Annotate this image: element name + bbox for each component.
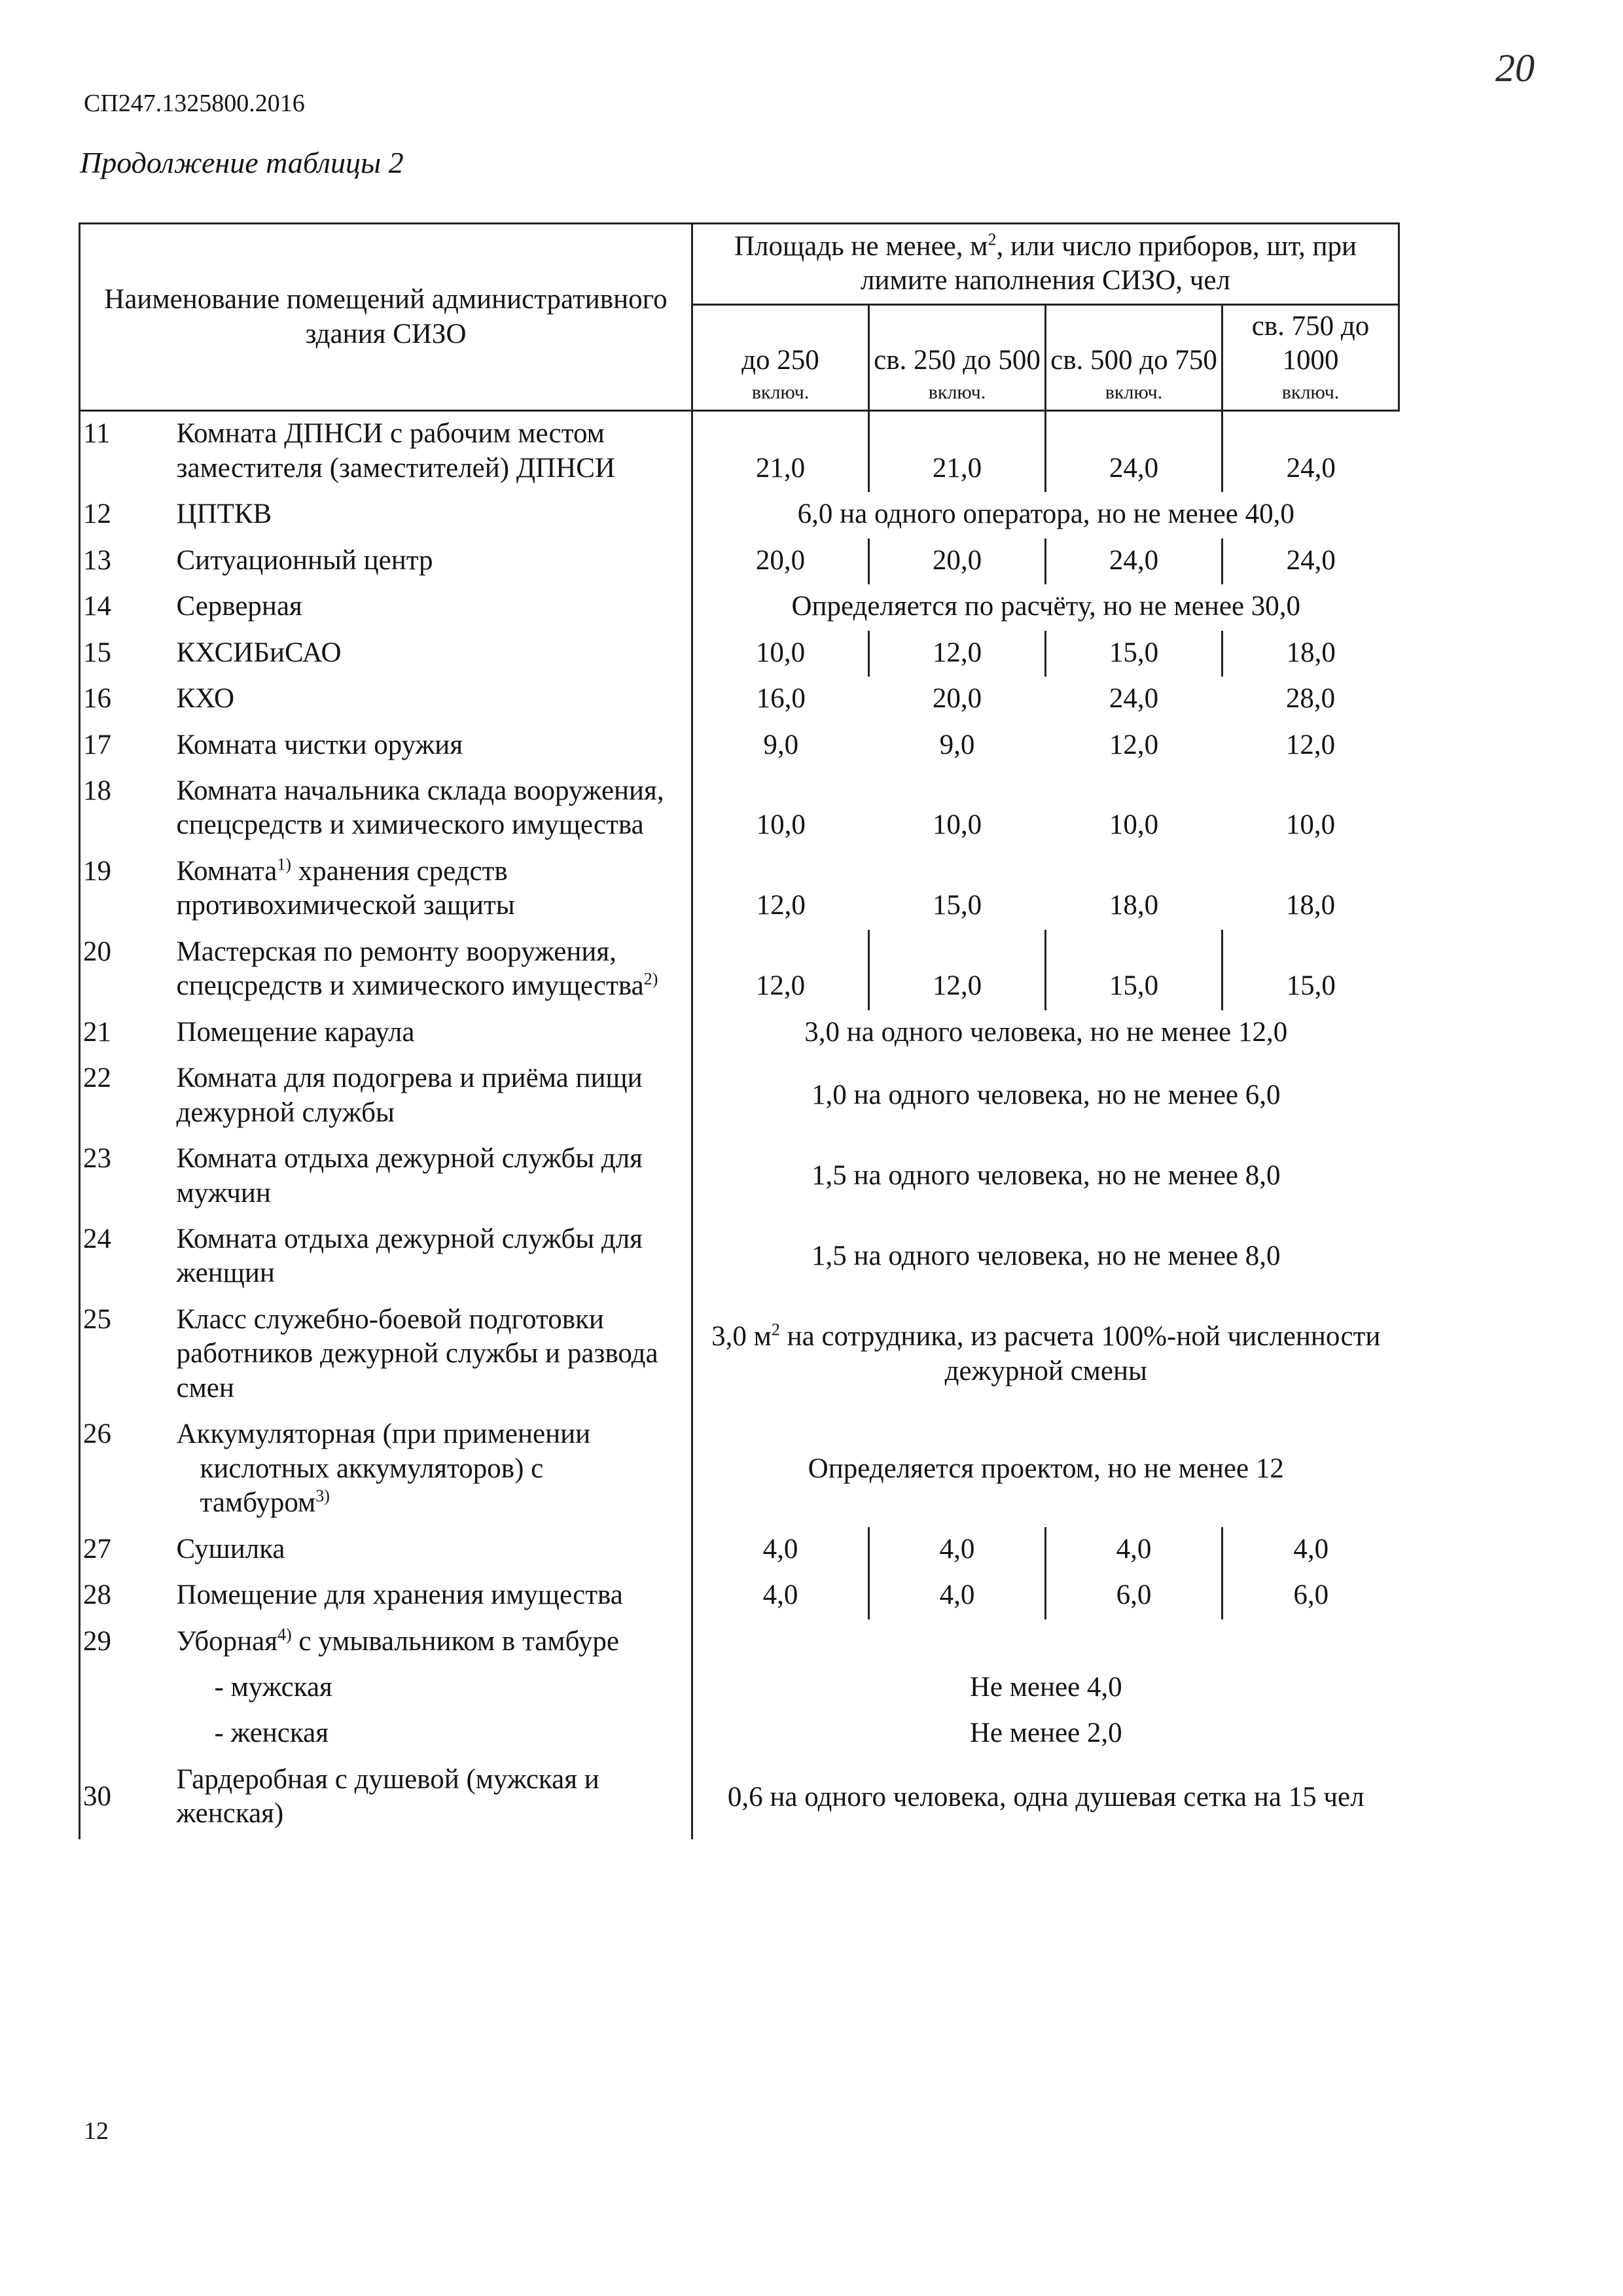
row-name: [171, 930, 692, 1010]
row-span-value: 6,0 на одного оператора, но не менее 40,0: [797, 499, 1294, 530]
table-row: [80, 677, 1399, 722]
header-area-group-text-1: Площадь не менее, м: [734, 231, 988, 262]
row-value: 16,0: [756, 683, 806, 715]
row-number: 16: [80, 677, 171, 722]
premises-area-table: [79, 222, 1400, 1839]
row-value: 12,0: [692, 930, 869, 1010]
row-span-value: Не менее 4,0: [969, 1672, 1122, 1703]
row-name-text: с умывальником в тамбуре: [291, 1625, 619, 1657]
row-value: 6,0: [1046, 1573, 1222, 1619]
row-value: 4,0: [1046, 1527, 1222, 1573]
row-name: [171, 849, 692, 930]
row-name: Комната ДПНСИ с рабочим местом заместителя (заместителей) ДПНСИ: [171, 411, 692, 492]
row-value: 9,0: [763, 729, 799, 760]
row-value: 4,0: [869, 1573, 1046, 1619]
row-name-text: Уборная: [176, 1625, 277, 1657]
header-col-2: [869, 304, 1046, 411]
row-name: Комната чистки оружия: [171, 723, 692, 769]
table-row: [80, 584, 1399, 630]
header-col-3: [1046, 304, 1222, 411]
row-value: 10,0: [1109, 809, 1159, 841]
row-number: 25: [80, 1298, 171, 1412]
row-name: Комната отдыха дежурной службы для женщин: [171, 1217, 692, 1298]
header-area-group-sup: 2: [988, 230, 997, 249]
header-col-1-sub: включ.: [751, 381, 810, 403]
row-value: 15,0: [932, 890, 982, 921]
table-row: [80, 492, 1399, 538]
footnote-ref: 4): [277, 1625, 292, 1644]
header-col-4: [1222, 304, 1399, 411]
row-name: Ситуационный центр: [171, 539, 692, 584]
row-number: 14: [80, 584, 171, 630]
table-row: [80, 1665, 1399, 1711]
table-row: [80, 1056, 1399, 1137]
table-row: [80, 1573, 1399, 1619]
table-row: [80, 849, 1399, 930]
row-number: 21: [80, 1010, 171, 1056]
row-value: 10,0: [1285, 809, 1336, 841]
row-name-text: Аккумуляторная (при применении: [176, 1419, 591, 1450]
row-name: Серверная: [171, 584, 692, 630]
table-row: [80, 723, 1399, 769]
row-value: 15,0: [1046, 631, 1222, 677]
row-span-value: [692, 1619, 1399, 1665]
table-row: [80, 631, 1399, 677]
row-span-value: Не менее 2,0: [969, 1718, 1122, 1749]
row-number: 13: [80, 539, 171, 584]
row-name-text: Комната: [176, 855, 277, 887]
row-value: 10,0: [692, 631, 869, 677]
row-name-continuation: [177, 1452, 679, 1521]
row-value: 21,0: [869, 411, 1046, 492]
row-value: 10,0: [756, 809, 806, 841]
header-col-1: [692, 304, 869, 411]
table-row: [80, 1619, 1399, 1665]
header-area-group: [692, 224, 1399, 305]
footnote-ref: 1): [277, 855, 291, 874]
page-number: 12: [84, 2117, 109, 2145]
row-span-value: 1,5 на одного человека, но не менее 8,0: [811, 1241, 1281, 1272]
table-row: [80, 769, 1399, 849]
row-span-text: 3,0 м: [711, 1321, 772, 1352]
row-name: КХО: [171, 677, 692, 722]
row-number: 11: [80, 411, 171, 492]
row-span-value: 0,6 на одного человека, одна душевая сетка на 15 чел: [727, 1782, 1364, 1813]
row-value: 24,0: [1286, 544, 1336, 576]
table-row: [80, 1412, 1399, 1527]
footnote-ref: 3): [315, 1486, 330, 1506]
row-name-text: Мастерская по ремонту вооружения, спецсредств и химического имущества: [176, 936, 644, 1002]
row-number: 19: [80, 849, 171, 930]
row-value: 4,0: [869, 1527, 1046, 1573]
row-number: 23: [80, 1137, 171, 1217]
document-code: СП247.1325800.2016: [84, 90, 305, 117]
row-value: 4,0: [692, 1527, 869, 1573]
row-name: Комната для подогрева и приёма пищи дежурной службы: [171, 1056, 692, 1137]
row-value: 15,0: [1286, 970, 1336, 1002]
table-row: [80, 1298, 1399, 1412]
row-value: 24,0: [1046, 411, 1222, 492]
table-row: [80, 1010, 1399, 1056]
row-number: 28: [80, 1573, 171, 1619]
header-col-2-sub: включ.: [928, 381, 986, 403]
table-row: [80, 539, 1399, 584]
table-row: [80, 1527, 1399, 1573]
header-col-3-label: св. 500 до 750: [1050, 345, 1217, 376]
row-value: 12,0: [869, 631, 1046, 677]
row-name: Комната отдыха дежурной службы для мужчин: [171, 1137, 692, 1217]
row-name: Сушилка: [171, 1527, 692, 1573]
row-value: 20,0: [869, 539, 1046, 584]
row-number: 29: [80, 1619, 171, 1665]
table-row: [80, 1757, 1399, 1839]
row-value: 21,0: [692, 411, 869, 492]
row-span-value: 3,0 на одного человека, но не менее 12,0: [804, 1016, 1288, 1048]
header-premises-name: Наименование помещений административного здания СИЗО: [80, 224, 692, 411]
row-span-value: Определяется по расчёту, но не менее 30,0: [791, 591, 1301, 622]
row-value: 4,0: [692, 1573, 869, 1619]
row-span-value: [692, 1298, 1399, 1412]
row-span-value: Определяется проектом, но не менее 12: [808, 1453, 1284, 1484]
row-value: 12,0: [756, 890, 806, 921]
table-row: [80, 1711, 1399, 1757]
row-number: [80, 1711, 171, 1757]
row-value: 4,0: [1293, 1533, 1329, 1564]
row-name: - мужская: [171, 1665, 692, 1711]
row-name: [171, 1619, 692, 1665]
row-number: 30: [80, 1757, 171, 1839]
table-row: [80, 1137, 1399, 1217]
row-number: 12: [80, 492, 171, 538]
row-name: Класс служебно-боевой подготовки работников дежурной службы и развода смен: [171, 1298, 692, 1412]
header-col-3-sub: включ.: [1105, 381, 1163, 403]
header-col-2-label: св. 250 до 500: [874, 345, 1041, 376]
row-value: 18,0: [1286, 637, 1336, 668]
row-value: 12,0: [1285, 729, 1336, 760]
table-row: [80, 1217, 1399, 1298]
row-value: 18,0: [1285, 890, 1336, 921]
row-value: 18,0: [1109, 890, 1159, 921]
row-value: 15,0: [1046, 930, 1222, 1010]
row-name: КХСИБиСАО: [171, 631, 692, 677]
row-number: [80, 1665, 171, 1711]
header-area-group-text-2: , или число приборов, шт, при лимите наполнения СИЗО, чел: [861, 231, 1357, 296]
row-value: 9,0: [939, 729, 975, 760]
table-row: [80, 930, 1399, 1010]
row-span-value: 1,5 на одного человека, но не менее 8,0: [811, 1160, 1281, 1192]
row-value: 24,0: [1046, 539, 1222, 584]
header-col-4-sub: включ.: [1281, 381, 1340, 403]
table-caption: Продолжение таблицы 2: [80, 146, 404, 179]
table-header-row: [80, 224, 1399, 305]
row-number: 15: [80, 631, 171, 677]
row-value: 12,0: [1109, 729, 1159, 760]
header-col-4-label: св. 750 до 1000: [1251, 310, 1370, 376]
row-value: 24,0: [1109, 683, 1159, 715]
unit-superscript: 2: [771, 1320, 780, 1339]
row-value: 24,0: [1286, 452, 1336, 484]
table-row: [80, 411, 1399, 492]
row-name: Комната начальника склада вооружения, спецсредств и химического имущества: [171, 769, 692, 849]
row-number: 24: [80, 1217, 171, 1298]
row-name-text: кислотных аккумуляторов) с тамбуром: [200, 1453, 544, 1519]
row-number: 27: [80, 1527, 171, 1573]
row-name: Помещение для хранения имущества: [171, 1573, 692, 1619]
footnote-ref: 2): [643, 969, 658, 989]
row-value: 20,0: [932, 683, 982, 715]
row-number: 26: [80, 1412, 171, 1527]
row-value: 20,0: [692, 539, 869, 584]
row-number: 20: [80, 930, 171, 1010]
handwritten-page-mark: 20: [1495, 46, 1535, 90]
row-name: - женская: [171, 1711, 692, 1757]
row-span-value: 1,0 на одного человека, но не менее 6,0: [811, 1080, 1281, 1111]
row-name: [171, 1412, 692, 1527]
row-name-text: хранения средств противохимической защиты: [176, 855, 515, 921]
row-name: ЦПТКВ: [171, 492, 692, 538]
row-value: 6,0: [1293, 1580, 1329, 1611]
row-value: 12,0: [869, 930, 1046, 1010]
row-name: Помещение караула: [171, 1010, 692, 1056]
row-value: 28,0: [1285, 683, 1336, 715]
row-number: 18: [80, 769, 171, 849]
row-number: 22: [80, 1056, 171, 1137]
row-span-text: на сотрудника, из расчета 100%-ной численности дежурной смены: [779, 1321, 1381, 1386]
row-value: 10,0: [932, 809, 982, 841]
header-col-1-label: до 250: [741, 345, 819, 376]
row-name: Гардеробная с душевой (мужская и женская): [171, 1757, 692, 1839]
row-number: 17: [80, 723, 171, 769]
